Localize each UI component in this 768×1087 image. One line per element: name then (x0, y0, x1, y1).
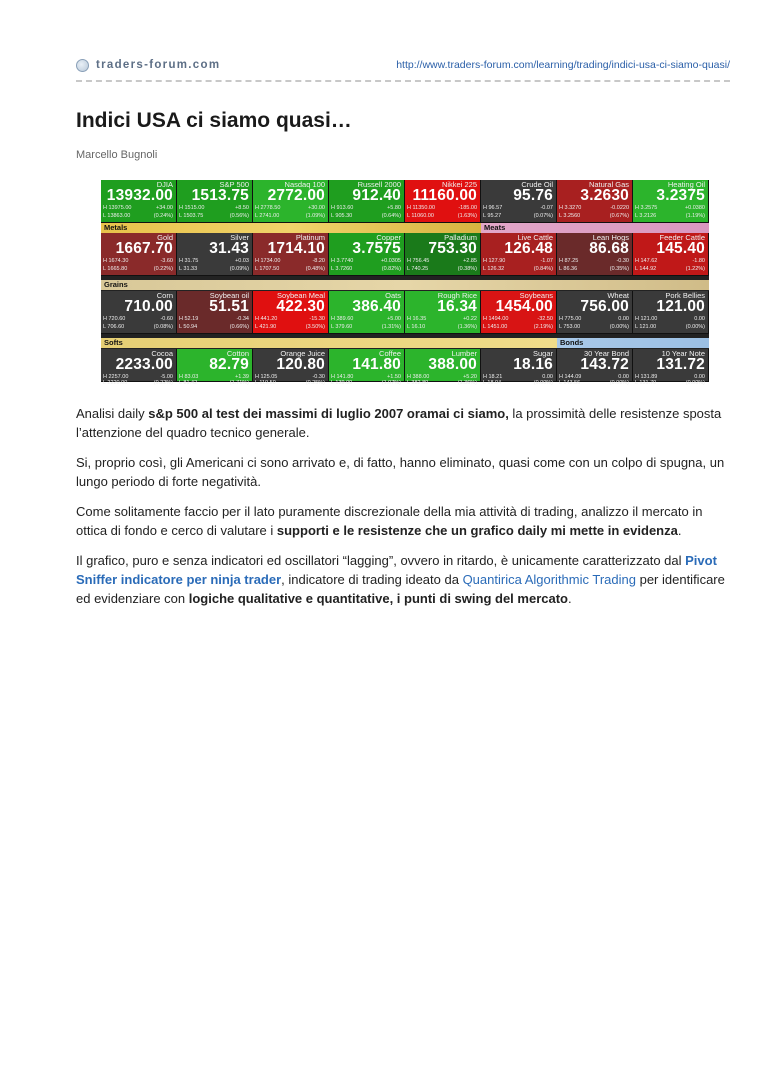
quote-price: 3.2375 (656, 187, 705, 204)
quote-low: L 31.33 (179, 266, 198, 272)
quote-change: -5.00 (160, 374, 173, 380)
quote-tile (177, 291, 253, 334)
site-name[interactable]: traders-forum.com (96, 59, 221, 71)
quote-low: L 11060.00 (407, 213, 434, 219)
quote-tile (177, 180, 253, 223)
p4-text-c: per identificare ed evidenziare con (76, 571, 725, 607)
quote-name: Silver (230, 233, 249, 242)
quote-name: Soybeans (519, 291, 553, 300)
quote-change: +2.85 (463, 258, 477, 264)
quote-change: +5.80 (387, 205, 401, 211)
quote-low: L 131.70 (635, 380, 657, 386)
page-header (76, 57, 730, 77)
quote-tile (557, 233, 633, 276)
p4-bold: logiche qualitative e quantitative, i punti di swing del mercato (188, 591, 568, 607)
quote-low: L 3.2560 (559, 213, 581, 219)
quote-change: +34.00 (156, 205, 173, 211)
quote-high: H 389.60 (331, 316, 354, 322)
quote-high: H 13975.00 (103, 205, 132, 211)
quote-tile (557, 349, 633, 386)
quote-tile (405, 233, 481, 276)
quote-low: L 81.42 (179, 380, 198, 386)
quote-name: Nasdaq 100 (284, 180, 325, 189)
quote-pct: (1.22%) (685, 266, 705, 272)
quote-high: H 2257.00 (103, 374, 129, 380)
quote-price: 3.7575 (352, 240, 401, 257)
quote-tile (253, 291, 329, 334)
quote-change: -0.34 (236, 316, 249, 322)
quote-tile (405, 180, 481, 223)
quote-tile (177, 233, 253, 276)
quote-low: L 2220.00 (103, 380, 128, 386)
quote-pct: (0.48%) (305, 266, 325, 272)
quote-price: 1714.10 (267, 240, 325, 257)
quote-low: L 143.56 (559, 380, 581, 386)
p4-text-b: , indicatore di trading ideato da (281, 571, 463, 587)
quote-name: Russell 2000 (357, 180, 401, 189)
quote-high: H 18.21 (483, 374, 503, 380)
quote-low: L 3.7260 (331, 266, 353, 272)
quote-price: 121.00 (656, 298, 705, 315)
quote-name: Cocoa (151, 349, 173, 358)
quote-high: H 96.57 (483, 205, 503, 211)
quantirica-link[interactable]: Quantirica Algorithmic Trading (462, 571, 636, 587)
globe-icon (76, 59, 89, 72)
quote-low: L 1707.50 (255, 266, 280, 272)
quote-low: L 121.00 (635, 324, 657, 330)
quote-name: Oats (385, 291, 401, 300)
quote-pct: (2.19%) (533, 324, 553, 330)
quote-name: Coffee (379, 349, 401, 358)
quote-low: L 144.92 (635, 266, 657, 272)
quote-price: 143.72 (580, 356, 629, 373)
quote-change: -1.07 (540, 258, 553, 264)
quote-tile (481, 349, 557, 386)
quote-change: -3.60 (160, 258, 173, 264)
quote-name: Orange Juice (280, 349, 325, 358)
quote-pct: (0.25%) (305, 380, 325, 386)
category-bar: Grains (101, 280, 709, 290)
quote-pct: (1.19%) (685, 213, 705, 219)
quote-low: L 18.04 (483, 380, 502, 386)
quote-price: 2772.00 (267, 187, 325, 204)
article-title: Indici USA ci siamo quasi… (76, 109, 352, 132)
quote-change: +30.00 (308, 205, 325, 211)
quote-low: L 86.36 (559, 266, 578, 272)
p4-text-e: . (567, 591, 572, 607)
quote-tile (253, 180, 329, 223)
quote-price: 31.43 (209, 240, 249, 257)
quote-price: 120.80 (276, 356, 325, 373)
quote-pct: (0.24%) (153, 213, 173, 219)
quote-tile (101, 233, 177, 276)
quote-low: L 3.2126 (635, 213, 657, 219)
quote-high: H 1494.00 (483, 316, 509, 322)
quote-name: Copper (376, 233, 401, 242)
quote-change: -8.20 (312, 258, 325, 264)
quote-change: +0.22 (463, 316, 477, 322)
quote-tile (481, 180, 557, 223)
quote-change: 0.00 (542, 374, 553, 380)
quote-high: H 83.03 (179, 374, 199, 380)
quote-high: H 1734.00 (255, 258, 281, 264)
quote-price: 145.40 (656, 240, 705, 257)
quote-low: L 50.94 (179, 324, 198, 330)
quote-name: Feeder Cattle (659, 233, 705, 242)
quote-tile (405, 291, 481, 334)
quote-tile (101, 180, 177, 223)
quote-change: -1.80 (692, 258, 705, 264)
quote-name: Platinum (295, 233, 325, 242)
quote-low: L 706.60 (103, 324, 125, 330)
quote-price: 1513.75 (191, 187, 249, 204)
quote-low: L 119.50 (255, 380, 276, 386)
quote-tile (329, 349, 405, 386)
quote-price: 86.68 (589, 240, 629, 257)
quote-low: L 379.60 (331, 324, 353, 330)
quote-price: 126.48 (504, 240, 553, 257)
quote-price: 422.30 (276, 298, 325, 315)
quote-change: -0.07 (540, 205, 553, 211)
quote-low: L 95.27 (483, 213, 502, 219)
quote-pct: (1.71%) (229, 380, 249, 386)
quote-price: 1667.70 (115, 240, 173, 257)
market-quotes-board (101, 180, 709, 386)
source-url[interactable]: http://www.traders-forum.com/learning/trading/indici-usa-ci-siamo-quasi/ (396, 59, 730, 71)
article-body (76, 404, 730, 619)
quote-high: H 720.60 (103, 316, 126, 322)
quote-pct: (0.64%) (381, 213, 401, 219)
quote-change: +8.50 (235, 205, 249, 211)
quote-high: H 441.20 (255, 316, 278, 322)
quote-change: -0.30 (312, 374, 325, 380)
quote-pct: (0.07%) (533, 213, 553, 219)
quote-change: +5.00 (387, 316, 401, 322)
quote-change: +0.0380 (684, 205, 705, 211)
quote-tile (633, 233, 709, 276)
quote-low: L 753.00 (559, 324, 581, 330)
quote-change: +0.03 (235, 258, 249, 264)
quote-name: 30 Year Bond (583, 349, 629, 358)
quote-name: Wheat (607, 291, 629, 300)
quote-tile (329, 291, 405, 334)
quote-low: L 2741.00 (255, 213, 280, 219)
quote-high: H 141.80 (331, 374, 354, 380)
quote-high: H 144.09 (559, 374, 582, 380)
quote-high: H 16.35 (407, 316, 427, 322)
quote-pct: (1.36%) (457, 380, 477, 386)
quote-high: H 756.45 (407, 258, 430, 264)
quote-low: L 16.10 (407, 324, 426, 330)
quote-high: H 147.62 (635, 258, 658, 264)
paragraph-3 (76, 502, 730, 540)
quote-pct: (1.63%) (457, 213, 477, 219)
quote-tile (633, 180, 709, 223)
quote-price: 1454.00 (495, 298, 553, 315)
quote-high: H 125.05 (255, 374, 278, 380)
quote-name: Natural Gas (588, 180, 629, 189)
quote-price: 756.00 (580, 298, 629, 315)
quote-tile (329, 180, 405, 223)
quote-change: -0.60 (160, 316, 173, 322)
quote-tile (329, 233, 405, 276)
quote-high: H 913.60 (331, 205, 354, 211)
p1-text-c: la prossimità delle resistenze sposta l’attenzione del quadro tecnico generale. (76, 406, 722, 441)
quote-pct: (0.66%) (229, 324, 249, 330)
quote-tile (101, 349, 177, 386)
quote-pct: (0.82%) (381, 266, 401, 272)
quote-price: 18.16 (513, 356, 553, 373)
category-bar: Metals (101, 223, 481, 233)
header-divider (76, 80, 730, 82)
quote-change: 0.00 (694, 316, 705, 322)
quote-name: S&P 500 (219, 180, 249, 189)
quote-pct: (1.09%) (305, 213, 325, 219)
quote-pct: (0.00%) (609, 380, 629, 386)
quote-high: H 11350.00 (407, 205, 436, 211)
p1-text-a: Analisi daily (76, 406, 149, 421)
quote-high: H 3.7740 (331, 258, 354, 264)
quote-change: +1.39 (235, 374, 249, 380)
quote-price: 710.00 (124, 298, 173, 315)
quote-high: H 121.00 (635, 316, 658, 322)
category-bar: Meats (481, 223, 709, 233)
quote-name: Lean Hogs (592, 233, 629, 242)
paragraph-1 (76, 404, 730, 442)
quote-pct: (0.09%) (229, 266, 249, 272)
quote-price: 141.80 (352, 356, 401, 373)
quote-high: H 52.19 (179, 316, 199, 322)
quote-pct: (1.36%) (457, 324, 477, 330)
quote-tile (101, 291, 177, 334)
quote-name: Soybean oil (209, 291, 249, 300)
quote-pct: (0.00%) (533, 380, 553, 386)
pivot-sniffer-link[interactable]: Pivot Sniffer indicatore per ninja trader (76, 552, 717, 587)
quote-pct: (1.31%) (381, 324, 401, 330)
quote-pct: (0.84%) (533, 266, 553, 272)
quote-high: H 3.3270 (559, 205, 582, 211)
quote-name: Palladium (444, 233, 477, 242)
quote-tile (177, 349, 253, 386)
quote-name: Rough Rice (437, 291, 477, 300)
quote-change: 0.00 (618, 374, 629, 380)
quote-pct: (3.50%) (305, 324, 325, 330)
p3-text-c: . (677, 523, 682, 539)
quote-change: -0.0220 (610, 205, 629, 211)
quote-change: +1.50 (387, 374, 401, 380)
quote-high: H 2778.50 (255, 205, 281, 211)
quote-pct: (0.22%) (153, 266, 173, 272)
article-author: Marcello Bugnoli (76, 149, 158, 161)
quote-tile (633, 349, 709, 386)
quote-tile (481, 291, 557, 334)
quote-tile (253, 349, 329, 386)
quote-price: 388.00 (428, 356, 477, 373)
quote-price: 95.76 (513, 187, 553, 204)
quote-high: H 3.2575 (635, 205, 658, 211)
quote-high: H 131.89 (635, 374, 658, 380)
quote-name: Gold (157, 233, 173, 242)
quote-pct: (0.22%) (153, 380, 173, 386)
quote-low: L 905.30 (331, 213, 353, 219)
quote-low: L 382.80 (407, 380, 429, 386)
quote-name: Cotton (226, 349, 249, 358)
quote-price: 2233.00 (115, 356, 173, 373)
quote-change: -185.00 (458, 205, 477, 211)
quote-low: L 1665.80 (103, 266, 128, 272)
quote-low: L 740.25 (407, 266, 429, 272)
quote-name: Crude Oil (521, 180, 553, 189)
quote-change: -15.30 (309, 316, 325, 322)
quote-name: Heating Oil (667, 180, 705, 189)
quote-name: 10 Year Note (661, 349, 705, 358)
p4-text-a: Il grafico, puro e senza indicatori ed oscillatori “lagging”, ovvero in ritardo, è unicamente caratterizzato dal (76, 552, 686, 568)
quote-pct: (0.38%) (457, 266, 477, 272)
quote-pct: (0.00%) (609, 324, 629, 330)
quote-price: 51.51 (209, 298, 249, 315)
quote-high: H 31.75 (179, 258, 199, 264)
quote-tile (557, 180, 633, 223)
category-bar: Softs (101, 338, 557, 348)
quote-pct: (0.00%) (685, 380, 705, 386)
quote-tile (405, 349, 481, 386)
p3-text-a: Come solitamente faccio per il lato puramente discrezionale della mia attività di trading, analizzo il mercato in ottica di fondo e cerco di valutare i (76, 503, 703, 539)
quote-high: H 1515.00 (179, 205, 205, 211)
quote-high: H 127.90 (483, 258, 506, 264)
quote-tile (557, 291, 633, 334)
quote-pct: (0.67%) (609, 213, 629, 219)
quote-change: 0.00 (618, 316, 629, 322)
quote-change: +5.20 (463, 374, 477, 380)
quote-price: 11160.00 (412, 187, 477, 204)
quote-high: H 87.25 (559, 258, 579, 264)
quote-name: Nikkei 225 (441, 180, 477, 189)
paragraph-4 (76, 551, 730, 609)
quote-tile (253, 233, 329, 276)
quote-change: -0.30 (616, 258, 629, 264)
quote-low: L 13863.00 (103, 213, 131, 219)
quote-low: L 421.90 (255, 324, 277, 330)
quote-low: L 1451.00 (483, 324, 508, 330)
quote-name: Sugar (532, 349, 553, 358)
quote-change: 0.00 (694, 374, 705, 380)
quote-name: Pork Bellies (665, 291, 705, 300)
quote-pct: (1.07%) (381, 380, 401, 386)
quote-price: 912.40 (352, 187, 401, 204)
quote-low: L 1503.75 (179, 213, 204, 219)
quote-name: Live Cattle (517, 233, 553, 242)
quote-price: 16.34 (437, 298, 477, 315)
quote-name: DJIA (156, 180, 173, 189)
quote-low: L 126.32 (483, 266, 505, 272)
quote-pct: (0.35%) (609, 266, 629, 272)
p3-bold: supporti e le resistenze che un grafico daily mi mette in evidenza (276, 523, 678, 539)
paragraph-2: Si, proprio così, gli Americani ci sono arrivato e, di fatto, hanno eliminato, quasi come con un colpo di spugna, un lungo periodo di forte negatività. (76, 454, 725, 490)
quote-price: 753.30 (428, 240, 477, 257)
quote-tile (633, 291, 709, 334)
p1-bold: s&p 500 al test dei massimi di luglio 2007 oramai ci siamo, (148, 406, 509, 421)
quote-pct: (0.08%) (153, 324, 173, 330)
quote-high: H 775.00 (559, 316, 582, 322)
quote-change: +0.0305 (380, 258, 401, 264)
quote-price: 13932.00 (106, 187, 173, 204)
quote-price: 3.2630 (580, 187, 629, 204)
quote-pct: (0.56%) (229, 213, 249, 219)
quote-name: Soybean Meal (277, 291, 325, 300)
quote-low: L 139.00 (331, 380, 353, 386)
quote-high: H 1674.30 (103, 258, 129, 264)
quote-name: Corn (156, 291, 173, 300)
quote-pct: (0.00%) (685, 324, 705, 330)
quote-high: H 388.00 (407, 374, 430, 380)
quote-change: -32.50 (537, 316, 553, 322)
quote-price: 386.40 (352, 298, 401, 315)
quote-tile (481, 233, 557, 276)
quote-name: Lumber (451, 349, 477, 358)
category-bar: Bonds (557, 338, 709, 348)
quote-price: 131.72 (656, 356, 705, 373)
quote-price: 82.79 (209, 356, 249, 373)
